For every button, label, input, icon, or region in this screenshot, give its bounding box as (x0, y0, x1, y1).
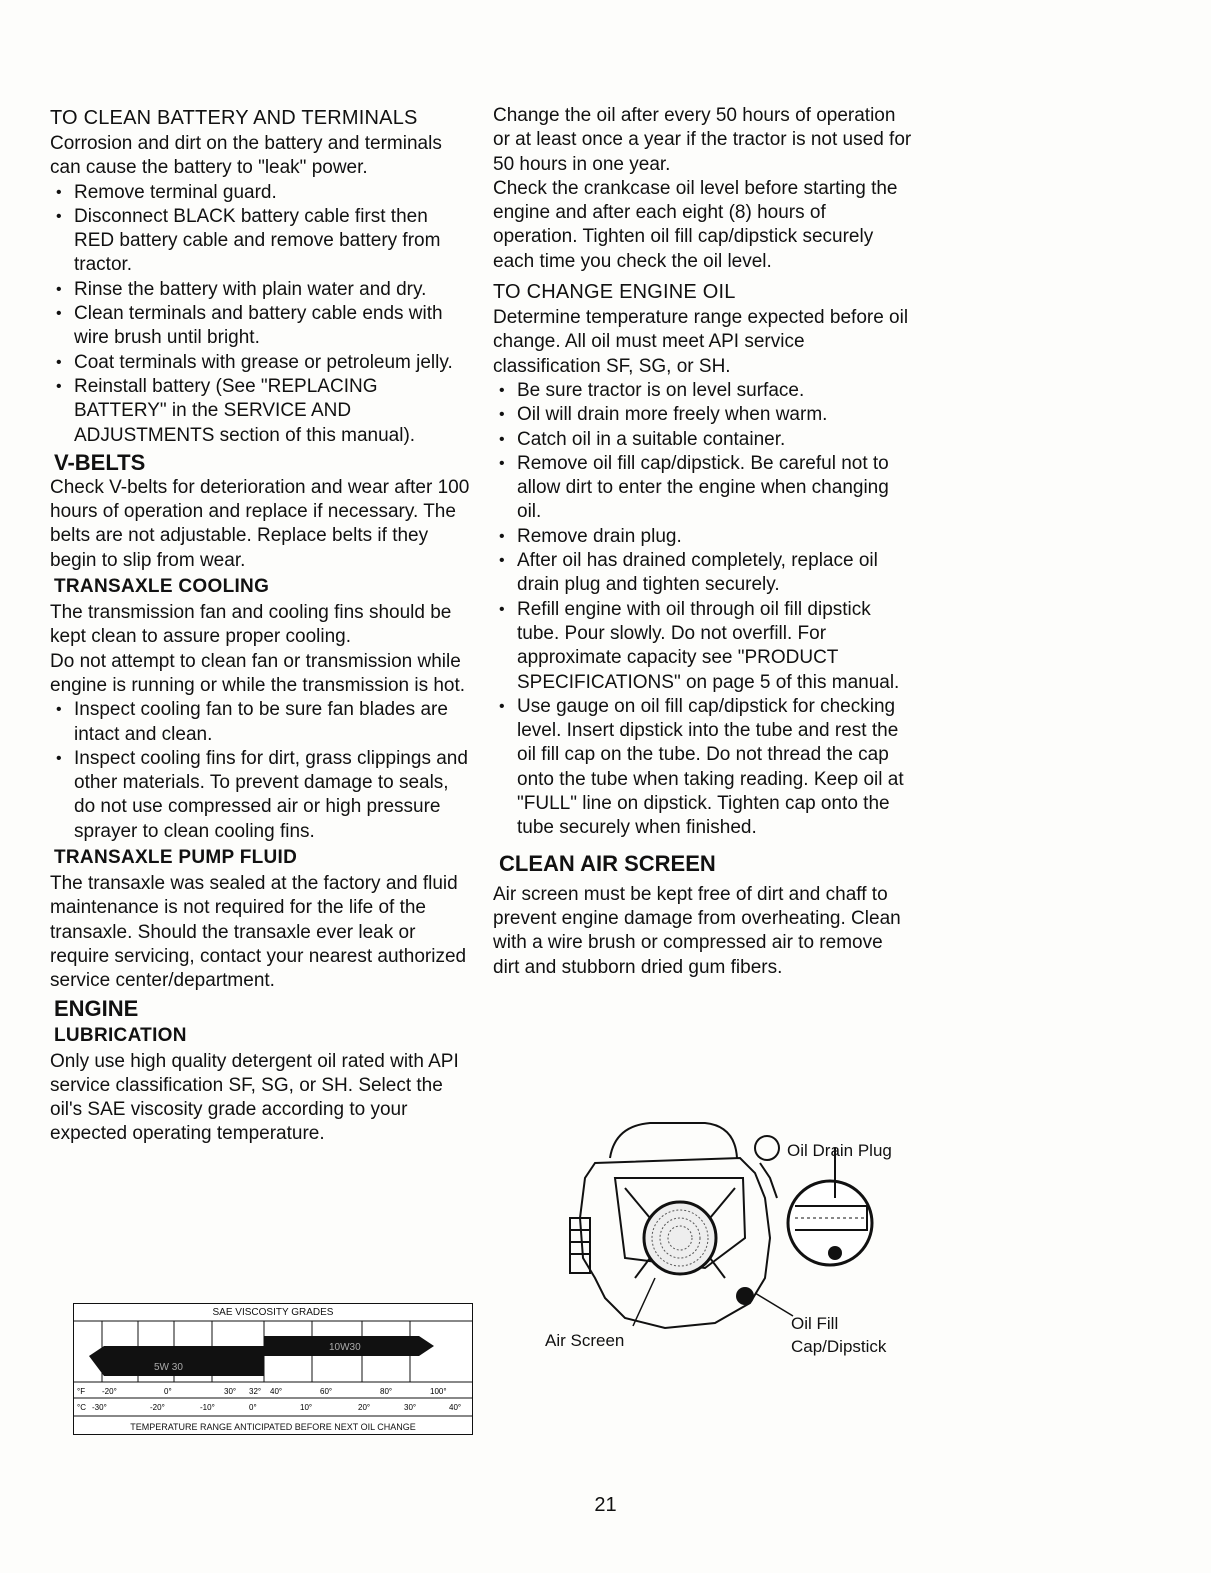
vbelts-text: Check V-belts for deterioration and wear after 100 hours of operation and replace if necessary. The belts are not adjustable. Replace belts if they begin to slip from wear. (50, 476, 470, 571)
oil-fill-label: Oil Fill (791, 1314, 839, 1333)
chart-footer: TEMPERATURE RANGE ANTICIPATED BEFORE NEXT OIL CHANGE (130, 1422, 416, 1432)
list-item: • Reinstall battery (See "REPLACING BATTERY" in the SERVICE AND ADJUSTMENTS section of this manual). (50, 375, 470, 448)
f-tick: 100° (430, 1387, 447, 1396)
pump-fluid-heading: TRANSAXLE PUMP FLUID (54, 847, 298, 869)
c-tick: 10° (300, 1403, 313, 1412)
c-tick: -10° (200, 1403, 215, 1412)
list-item: • Remove drain plug. (493, 525, 913, 549)
vbelts-heading: V-BELTS (54, 449, 146, 475)
c-tick: -20° (150, 1403, 165, 1412)
f-tick: 0° (164, 1387, 172, 1396)
lubrication-text: Only use high quality detergent oil rated with API service classification SF, SG, or SH. Select the oil's SAE viscosity grade according to your expected operating temperature. (50, 1050, 459, 1145)
list-item: • Refill engine with oil through oil fill dipstick tube. Pour slowly. Do not overfill. For approximate capacity see "PRODUCT SPECIFICATIONS" on page 5 of this manual. (493, 598, 913, 695)
sae-viscosity-chart (73, 1303, 473, 1435)
pump-fluid-text: The transaxle was sealed at the factory and fluid maintenance is not required for the life of the transaxle. Should the transaxle ever leak or require servicing, contact your nearest authorized service center/department. (50, 873, 467, 992)
f-unit: °F (77, 1387, 86, 1396)
c-tick: -30° (92, 1403, 107, 1412)
left-column (50, 104, 470, 1147)
oil-interval-text: Change the oil after every 50 hours of operation or at least once a year if the tractor is not used for 50 hours in one year. (493, 105, 912, 175)
engine-heading: ENGINE (54, 995, 139, 1021)
c-tick: 40° (449, 1403, 462, 1412)
dipstick-cap (736, 1287, 754, 1305)
list-item: • Remove oil fill cap/dipstick. Be careful not to allow dirt to enter the engine when changing oil. (493, 452, 913, 525)
list-item: • Oil will drain more freely when warm. (493, 403, 913, 427)
list-item: • Remove terminal guard. (50, 181, 470, 205)
list-item: • Be sure tractor is on level surface. (493, 379, 913, 403)
list-item: • Coat terminals with grease or petroleum jelly. (50, 351, 470, 375)
transaxle-cooling-text: The transmission fan and cooling fins should be kept clean to assure proper cooling. (50, 602, 452, 648)
list-item: • After oil has drained completely, replace oil drain plug and tighten securely. (493, 549, 913, 598)
oil-drain-plug-label: Oil Drain Plug (787, 1141, 892, 1160)
oil-check-text: Check the crankcase oil level before starting the engine and after each eight (8) hours of operation. Tighten oil fill cap/dipstick securely each time you check the oil level. (493, 177, 898, 272)
list-item: • Rinse the battery with plain water and dry. (50, 278, 470, 302)
list-item: • Disconnect BLACK battery cable first then RED battery cable and remove battery from tractor. (50, 205, 470, 278)
right-column (493, 104, 913, 980)
grade-label-5w30: 5W 30 (154, 1362, 183, 1373)
c-tick: 20° (358, 1403, 371, 1412)
lubrication-heading: LUBRICATION (54, 1024, 187, 1046)
change-oil-heading: TO CHANGE ENGINE OIL (493, 281, 736, 304)
f-tick: 32° (249, 1387, 262, 1396)
battery-steps (50, 181, 470, 448)
list-item: • Catch oil in a suitable container. (493, 428, 913, 452)
f-tick: 30° (224, 1387, 237, 1396)
transaxle-cooling-steps (50, 698, 470, 844)
list-item: • Clean terminals and battery cable ends with wire brush until bright. (50, 302, 470, 351)
c-tick: 0° (249, 1403, 257, 1412)
f-tick: -20° (102, 1387, 117, 1396)
transaxle-cooling-warning: Do not attempt to clean fan or transmission while engine is running or while the transmission is hot. (50, 650, 466, 696)
battery-heading: TO CLEAN BATTERY AND TERMINALS (50, 107, 418, 129)
c-tick: 30° (404, 1403, 417, 1412)
change-oil-steps (493, 379, 913, 841)
f-tick: 80° (380, 1387, 393, 1396)
air-screen (644, 1202, 716, 1274)
f-tick: 40° (270, 1387, 283, 1396)
chart-title: SAE VISCOSITY GRADES (212, 1307, 334, 1318)
cap-dipstick-label: Cap/Dipstick (791, 1337, 887, 1356)
transaxle-cooling-heading: TRANSAXLE COOLING (54, 576, 270, 598)
change-oil-text: Determine temperature range expected before oil change. All oil must meet API service classification SF, SG, or SH. (493, 307, 909, 377)
clean-air-screen-text: Air screen must be kept free of dirt and chaff to prevent engine damage from overheating. Clean with a wire brush or compressed air to remove dirt and stubborn dried gum fibers. (493, 883, 901, 978)
grade-label-10w30: 10W30 (329, 1342, 361, 1353)
c-unit: °C (77, 1403, 86, 1412)
air-screen-label: Air Screen (545, 1331, 625, 1350)
engine-figure (545, 1118, 915, 1358)
list-item: • Use gauge on oil fill cap/dipstick for checking level. Insert dipstick into the tube and rest the oil fill cap on the tube. Do not thread the cap onto the tube when taking reading. Keep oil at "FULL" line on dipstick. Tighten cap onto the tube securely when finished. (493, 695, 913, 841)
page-number: 21 (594, 1494, 617, 1516)
list-item: • Inspect cooling fan to be sure fan blades are intact and clean. (50, 698, 470, 747)
list-item: • Inspect cooling fins for dirt, grass clippings and other materials. To prevent damage to seals, do not use compressed air or high pressure sprayer to clean cooling fins. (50, 747, 470, 844)
clean-air-screen-heading: CLEAN AIR SCREEN (499, 850, 716, 876)
viscosity-chart-graphic (74, 1304, 472, 1434)
f-tick: 60° (320, 1387, 333, 1396)
battery-intro: Corrosion and dirt on the battery and terminals can cause the battery to "leak" power. (50, 133, 442, 179)
